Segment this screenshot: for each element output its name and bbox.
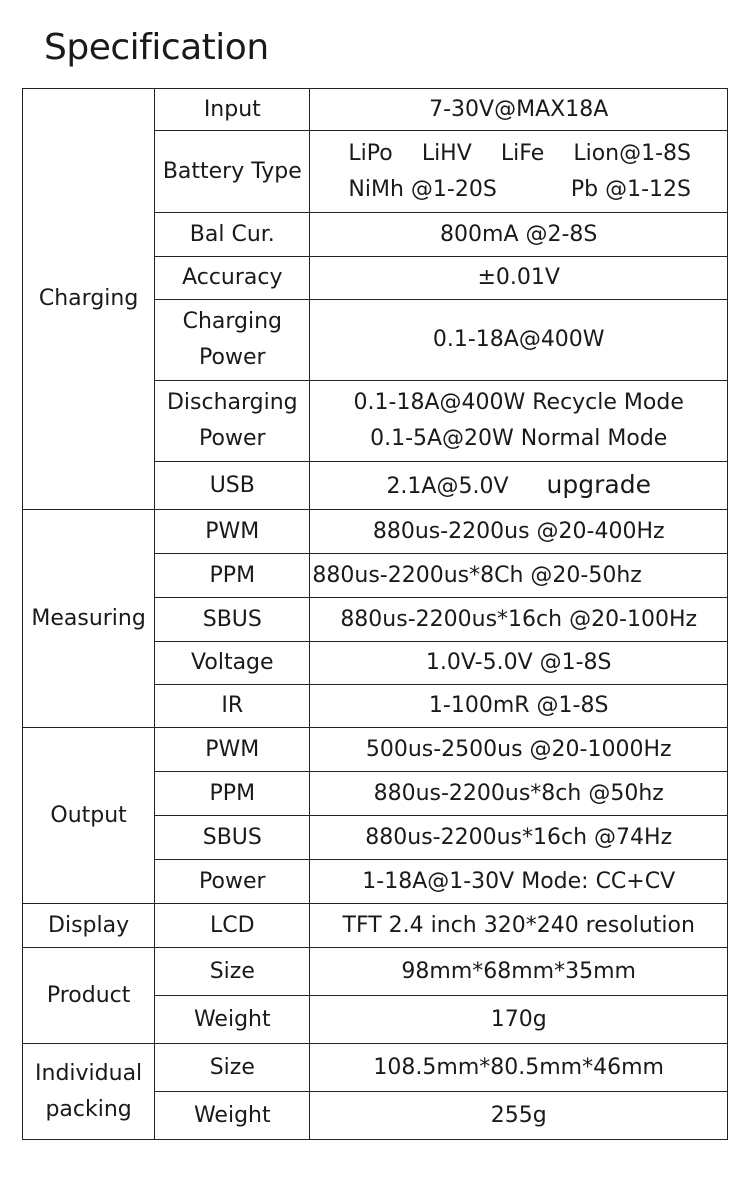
spec-table	[22, 88, 728, 1140]
group-measuring: Measuring	[23, 510, 155, 728]
param-weight: Weight	[155, 996, 310, 1044]
param-ppm: PPM	[155, 554, 310, 598]
usb-upgrade-text: upgrade	[546, 469, 651, 499]
battery-type-line-1: LiPo LiHV LiFe Lion@1-8S	[348, 140, 691, 166]
param-discharging-power: Discharging Power	[155, 381, 310, 462]
table-row	[23, 948, 728, 996]
param-usb: USB	[155, 462, 310, 510]
table-row	[23, 89, 728, 131]
value-weight: 255g	[310, 1092, 728, 1140]
value-accuracy: ±0.01V	[310, 257, 728, 300]
param-ppm: PPM	[155, 772, 310, 816]
value-power: 1-18A@1-30V Mode: CC+CV	[310, 860, 728, 904]
param-size: Size	[155, 948, 310, 996]
value-discharging-power: 0.1-18A@400W Recycle Mode 0.1-5A@20W Normal Mode	[310, 381, 728, 462]
param-voltage: Voltage	[155, 642, 310, 685]
value-sbus: 880us-2200us*16ch @20-100Hz	[310, 598, 728, 642]
value-ir: 1-100mR @1-8S	[310, 685, 728, 728]
value-bal-cur: 800mA @2-8S	[310, 213, 728, 257]
param-sbus: SBUS	[155, 598, 310, 642]
group-product: Product	[23, 948, 155, 1044]
value-ppm: 880us-2200us*8ch @50hz	[310, 772, 728, 816]
value-lcd: TFT 2.4 inch 320*240 resolution	[310, 904, 728, 948]
group-display: Display	[23, 904, 155, 948]
value-ppm: 880us-2200us*8Ch @20-50hz	[310, 554, 728, 598]
param-power: Power	[155, 860, 310, 904]
value-usb: 2.1A@5.0V upgrade	[310, 462, 728, 510]
table-row	[23, 510, 728, 554]
value-pwm: 880us-2200us @20-400Hz	[310, 510, 728, 554]
param-bal-cur: Bal Cur.	[155, 213, 310, 257]
value-charging-power: 0.1-18A@400W	[310, 300, 728, 381]
param-pwm: PWM	[155, 728, 310, 772]
param-weight: Weight	[155, 1092, 310, 1140]
value-battery-type	[310, 131, 728, 213]
param-lcd: LCD	[155, 904, 310, 948]
value-size: 98mm*68mm*35mm	[310, 948, 728, 996]
param-charging-power: Charging Power	[155, 300, 310, 381]
param-pwm: PWM	[155, 510, 310, 554]
param-input: Input	[155, 89, 310, 131]
group-individual-packing: Individual packing	[23, 1044, 155, 1140]
param-accuracy: Accuracy	[155, 257, 310, 300]
table-row	[23, 728, 728, 772]
table-row	[23, 904, 728, 948]
value-size: 108.5mm*80.5mm*46mm	[310, 1044, 728, 1092]
group-output: Output	[23, 728, 155, 904]
value-voltage: 1.0V-5.0V @1-8S	[310, 642, 728, 685]
param-sbus: SBUS	[155, 816, 310, 860]
page-title: Specification	[44, 27, 269, 68]
value-weight: 170g	[310, 996, 728, 1044]
param-size: Size	[155, 1044, 310, 1092]
param-battery-type: Battery Type	[155, 131, 310, 213]
table-row	[23, 1044, 728, 1092]
value-sbus: 880us-2200us*16ch @74Hz	[310, 816, 728, 860]
battery-type-line-2: NiMh @1-20S Pb @1-12S	[348, 176, 691, 202]
param-ir: IR	[155, 685, 310, 728]
value-pwm: 500us-2500us @20-1000Hz	[310, 728, 728, 772]
value-input: 7-30V@MAX18A	[310, 89, 728, 131]
group-charging: Charging	[23, 89, 155, 510]
